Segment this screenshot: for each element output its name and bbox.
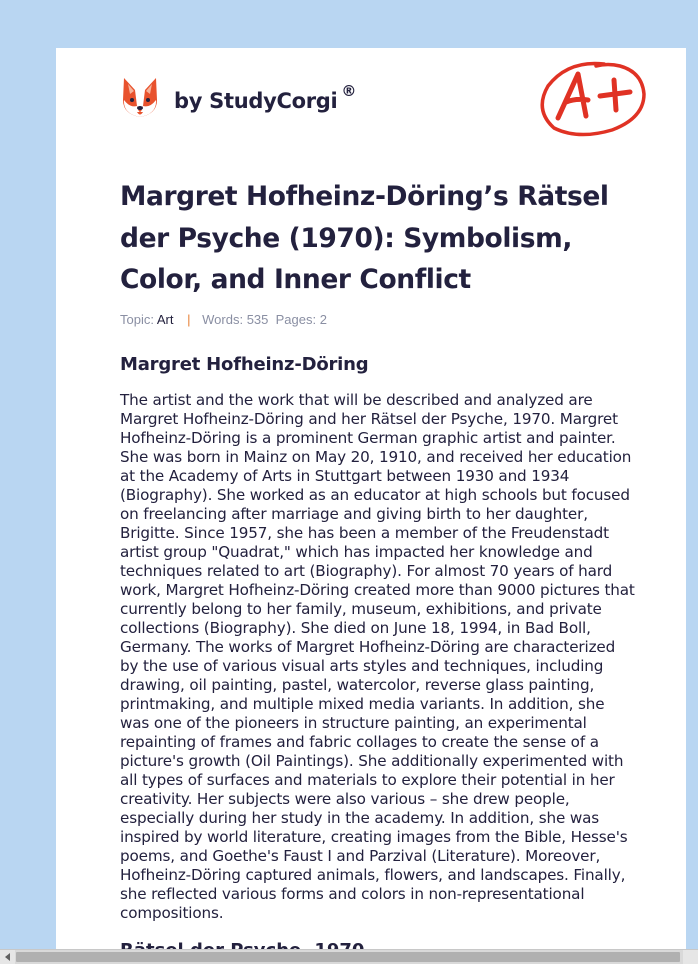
brand-text (174, 82, 357, 113)
a-plus-stamp-icon (538, 58, 648, 140)
scroll-thumb[interactable] (16, 952, 680, 962)
corgi-icon (120, 76, 160, 120)
meta-separator: | (187, 312, 191, 327)
article-title: Margret Hofheinz-Döring’s Rätsel der Psyche (1970): Symbolism, Color, and Inner Conflict (120, 181, 609, 295)
registered-mark: ® (341, 82, 357, 100)
grade-badge (538, 58, 648, 145)
words-count: 535 (246, 312, 269, 327)
scroll-left-arrow-icon (5, 953, 11, 961)
horizontal-scrollbar[interactable] (0, 949, 698, 964)
pages-label: Pages: (275, 312, 317, 327)
words-label: Words: (202, 312, 244, 327)
brand-name: StudyCorgi (209, 89, 338, 113)
topic-link[interactable]: Art (156, 312, 174, 327)
document-page (56, 48, 686, 964)
section-heading: Margret Hofheinz-Döring (120, 354, 369, 375)
article-meta (120, 312, 327, 327)
section-paragraph: The artist and the work that will be described and analyzed are Margret Hofheinz-Döring and her Rätsel der Psyche, 1970. Margret Hofheinz-Döring is a prominent German graphic artist and painter. She was born in Mainz on May 20, 1910, and received her education at the Academy of Arts in Stuttgart between 1930 and 1934 (Biography). She worked as an educator at high schools but focused on freelancing after marriage and giving birth to her daughter, Brigitte. Since 1957, she has been a member of the Freudenstadt artist group "Quadrat," which has impacted her knowledge and techniques related to art (Biography). For almost 70 years of hard work, Margret Hofheinz-Döring created more than 9000 pictures that currently belong to her family, museum, exhibitions, and private collections (Biography). She died on June 18, 1994, in Bad Boll, Germany. The works of Margret Hofheinz-Döring are characterized by the use of various visual arts styles and techniques, including drawing, oil painting, pastel, watercolor, reverse glass painting, printmaking, and multiple mixed media variants. In addition, she was one of the pioneers in structure painting, an experimental repainting of frames and fabric collages to create the sense of a picture's growth (Oil Paintings). She additionally experimented with all types of surfaces and materials to explore their potential in her creativity. Her subjects were also various – she drew people, especially during her study in the academy. In addition, she was inspired by world literature, creating images from the Bible, Hesse's poems, and Goethe's Faust I and Parzival (Literature). Moreover, Hofheinz-Döring captured animals, flowers, and landscapes. Finally, she reflected various forms and colors in non-representational compositions. (120, 391, 635, 922)
scroll-right-button[interactable] (683, 950, 698, 964)
topic-label: Topic: (120, 312, 154, 327)
brand-prefix: by (174, 89, 210, 113)
studycorgi-logo[interactable] (120, 76, 356, 120)
scroll-left-button[interactable] (0, 950, 15, 964)
pages-count: 2 (319, 312, 327, 327)
